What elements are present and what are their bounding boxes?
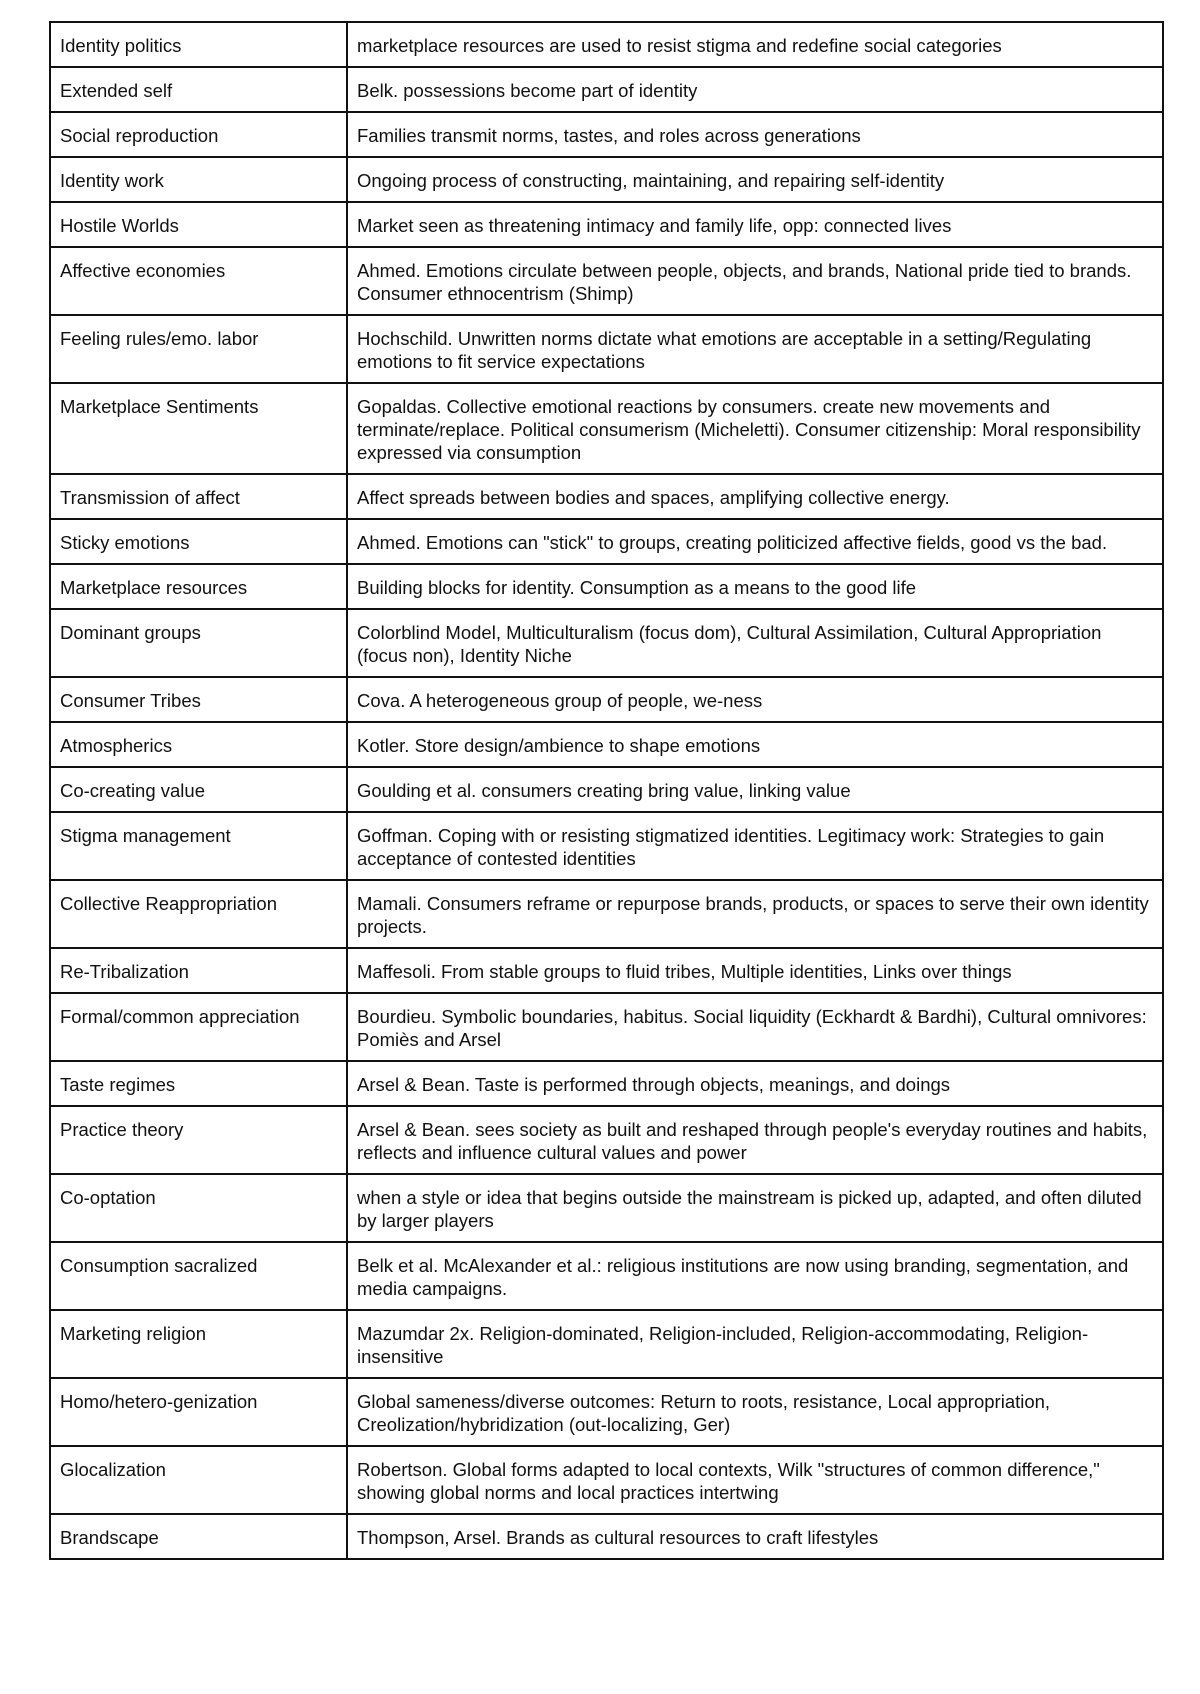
table-row [50, 1061, 1163, 1106]
table-row [50, 1174, 1163, 1242]
term-cell: Marketplace resources [50, 564, 347, 609]
term-cell: Social reproduction [50, 112, 347, 157]
table-row [50, 812, 1163, 880]
term-cell: Identity politics [50, 22, 347, 67]
definition-cell: Arsel & Bean. sees society as built and reshaped through people's everyday routines and habits, reflects and influence cultural values and power [347, 1106, 1163, 1174]
term-cell: Consumer Tribes [50, 677, 347, 722]
terms-table-body [50, 22, 1163, 1559]
table-row [50, 564, 1163, 609]
table-row [50, 880, 1163, 948]
definition-cell: Belk. possessions become part of identity [347, 67, 1163, 112]
definition-cell: Ongoing process of constructing, maintaining, and repairing self-identity [347, 157, 1163, 202]
term-cell: Sticky emotions [50, 519, 347, 564]
definition-cell: Robertson. Global forms adapted to local contexts, Wilk "structures of common difference," showing global norms and local practices intertwing [347, 1446, 1163, 1514]
definition-cell: Kotler. Store design/ambience to shape emotions [347, 722, 1163, 767]
table-row [50, 1310, 1163, 1378]
definition-cell: Bourdieu. Symbolic boundaries, habitus. Social liquidity (Eckhardt & Bardhi), Cultural omnivores: Pomiès and Arsel [347, 993, 1163, 1061]
table-row [50, 247, 1163, 315]
table-row [50, 1446, 1163, 1514]
table-row [50, 948, 1163, 993]
term-cell: Re-Tribalization [50, 948, 347, 993]
term-cell: Feeling rules/emo. labor [50, 315, 347, 383]
definition-cell: Mamali. Consumers reframe or repurpose brands, products, or spaces to serve their own identity projects. [347, 880, 1163, 948]
definition-cell: Affect spreads between bodies and spaces, amplifying collective energy. [347, 474, 1163, 519]
table-row [50, 767, 1163, 812]
definition-cell: Mazumdar 2x. Religion-dominated, Religion-included, Religion-accommodating, Religion-insensitive [347, 1310, 1163, 1378]
definition-cell: Cova. A heterogeneous group of people, we-ness [347, 677, 1163, 722]
table-row [50, 609, 1163, 677]
table-row [50, 1106, 1163, 1174]
term-cell: Hostile Worlds [50, 202, 347, 247]
definition-cell: Goulding et al. consumers creating bring value, linking value [347, 767, 1163, 812]
definition-cell: Maffesoli. From stable groups to fluid tribes, Multiple identities, Links over things [347, 948, 1163, 993]
term-cell: Marketing religion [50, 1310, 347, 1378]
table-row [50, 722, 1163, 767]
definition-cell: marketplace resources are used to resist stigma and redefine social categories [347, 22, 1163, 67]
term-cell: Stigma management [50, 812, 347, 880]
table-row [50, 112, 1163, 157]
definition-cell: Gopaldas. Collective emotional reactions by consumers. create new movements and terminate/replace. Political consumerism (Micheletti). Consumer citizenship: Moral responsibility expressed via consumption [347, 383, 1163, 474]
definition-cell: Goffman. Coping with or resisting stigmatized identities. Legitimacy work: Strategies to gain acceptance of contested identities [347, 812, 1163, 880]
table-row [50, 22, 1163, 67]
table-row [50, 315, 1163, 383]
definition-cell: Market seen as threatening intimacy and family life, opp: connected lives [347, 202, 1163, 247]
definition-cell: Colorblind Model, Multiculturalism (focus dom), Cultural Assimilation, Cultural Appropriation (focus non), Identity Niche [347, 609, 1163, 677]
term-cell: Affective economies [50, 247, 347, 315]
term-cell: Atmospherics [50, 722, 347, 767]
table-row [50, 67, 1163, 112]
table-row [50, 1378, 1163, 1446]
term-cell: Marketplace Sentiments [50, 383, 347, 474]
definition-cell: Thompson, Arsel. Brands as cultural resources to craft lifestyles [347, 1514, 1163, 1559]
table-row [50, 383, 1163, 474]
term-cell: Identity work [50, 157, 347, 202]
term-cell: Homo/hetero-genization [50, 1378, 347, 1446]
definition-cell: Building blocks for identity. Consumption as a means to the good life [347, 564, 1163, 609]
term-cell: Brandscape [50, 1514, 347, 1559]
term-cell: Dominant groups [50, 609, 347, 677]
table-row [50, 993, 1163, 1061]
terms-table [49, 21, 1164, 1560]
table-row [50, 677, 1163, 722]
table-row [50, 519, 1163, 564]
term-cell: Consumption sacralized [50, 1242, 347, 1310]
definition-cell: Arsel & Bean. Taste is performed through objects, meanings, and doings [347, 1061, 1163, 1106]
definition-cell: Ahmed. Emotions can "stick" to groups, creating politicized affective fields, good vs the bad. [347, 519, 1163, 564]
table-row [50, 157, 1163, 202]
term-cell: Glocalization [50, 1446, 347, 1514]
term-cell: Transmission of affect [50, 474, 347, 519]
term-cell: Co-optation [50, 1174, 347, 1242]
table-row [50, 1514, 1163, 1559]
table-row [50, 202, 1163, 247]
definition-cell: Ahmed. Emotions circulate between people, objects, and brands, National pride tied to brands. Consumer ethnocentrism (Shimp) [347, 247, 1163, 315]
term-cell: Extended self [50, 67, 347, 112]
definition-cell: Families transmit norms, tastes, and roles across generations [347, 112, 1163, 157]
table-row [50, 1242, 1163, 1310]
table-row [50, 474, 1163, 519]
term-cell: Co-creating value [50, 767, 347, 812]
term-cell: Collective Reappropriation [50, 880, 347, 948]
term-cell: Practice theory [50, 1106, 347, 1174]
term-cell: Formal/common appreciation [50, 993, 347, 1061]
definition-cell: when a style or idea that begins outside the mainstream is picked up, adapted, and often diluted by larger players [347, 1174, 1163, 1242]
definition-cell: Hochschild. Unwritten norms dictate what emotions are acceptable in a setting/Regulating emotions to fit service expectations [347, 315, 1163, 383]
definition-cell: Belk et al. McAlexander et al.: religious institutions are now using branding, segmentation, and media campaigns. [347, 1242, 1163, 1310]
term-cell: Taste regimes [50, 1061, 347, 1106]
definition-cell: Global sameness/diverse outcomes: Return to roots, resistance, Local appropriation, Creolization/hybridization (out-localizing, Ger) [347, 1378, 1163, 1446]
